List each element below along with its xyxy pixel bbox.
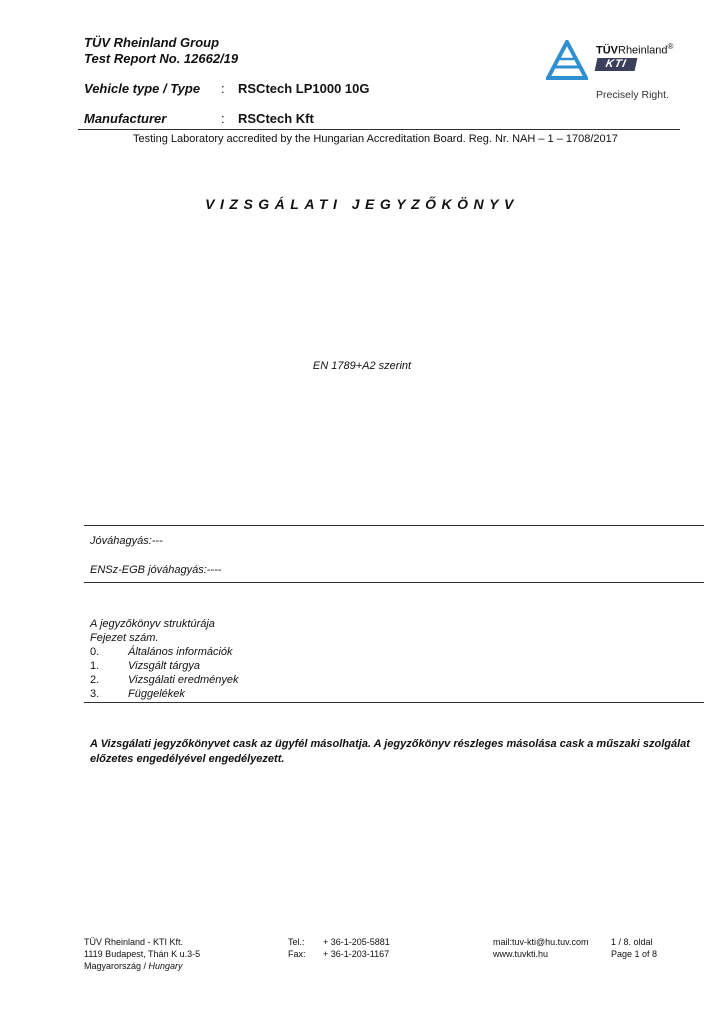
manufacturer-label: Manufacturer xyxy=(84,111,167,126)
report-number: Test Report No. 12662/19 xyxy=(84,51,239,66)
vehicle-type-label: Vehicle type / Type xyxy=(84,81,201,96)
logo-brand-bold: TÜV xyxy=(596,44,618,57)
footer-fax-value: + 36-1-203-1167 xyxy=(323,949,390,959)
footer-country-en: Hungary xyxy=(148,961,183,971)
structure-item-number: 0. xyxy=(90,646,100,658)
document-title: VIZSGÁLATI JEGYZŐKÖNYV xyxy=(205,196,519,212)
footer-tel-label: Tel.: xyxy=(288,937,305,947)
footer-page-en: Page 1 of 8 xyxy=(611,949,658,959)
footer-company: TÜV Rheinland - KTI Kft. xyxy=(84,937,184,947)
approval-rule-top xyxy=(84,525,704,526)
group-name: TÜV Rheinland Group xyxy=(84,35,220,50)
approval-rule-bottom xyxy=(84,582,704,583)
structure-item-number: 2. xyxy=(90,674,100,686)
copy-notice: A Vizsgálati jegyzőkönyvet cask az ügyfél másolhatja. A jegyzőkönyv részleges másolása cask a műszaki szolgálat előzetes engedélyével engedélyezett. xyxy=(90,738,690,765)
vehicle-type-separator: : xyxy=(221,81,225,96)
standard-reference: EN 1789+A2 szerint xyxy=(312,360,412,372)
structure-title: A jegyzőkönyv struktúrája xyxy=(90,618,215,630)
accreditation-note: Testing Laboratory accredited by the Hungarian Accreditation Board. Reg. Nr. NAH – 1 – 1708/2017 xyxy=(133,133,618,145)
structure-item-number: 1. xyxy=(90,660,100,672)
footer-country xyxy=(84,960,183,972)
structure-item-label: Vizsgált tárgya xyxy=(128,660,200,672)
footer-website: www.tuvkti.hu xyxy=(493,949,549,959)
structure-item-number: 3. xyxy=(90,688,100,700)
logo-registered: ® xyxy=(667,42,674,51)
logo-brand xyxy=(596,42,673,57)
footer-country-hu: Magyarország / xyxy=(84,961,149,971)
logo-brand-rest: Rheinland xyxy=(618,44,668,57)
manufacturer-separator: : xyxy=(221,111,225,126)
logo-kti: KTI xyxy=(595,58,638,71)
footer-page-hu: 1 / 8. oldal xyxy=(611,937,653,947)
footer-tel-value: + 36-1-205-5881 xyxy=(323,937,390,947)
tuv-triangle-icon xyxy=(546,40,588,80)
structure-heading: Fejezet szám. xyxy=(90,632,159,644)
structure-rule xyxy=(84,702,704,703)
approval-line: Jóváhagyás:--- xyxy=(90,535,163,547)
tuv-rheinland-logo xyxy=(546,40,681,104)
structure-item-label: Általános információk xyxy=(128,646,233,658)
structure-item-label: Függelékek xyxy=(128,688,185,700)
vehicle-type-value: RSCtech LP1000 10G xyxy=(238,81,370,96)
footer-email: mail:tuv-kti@hu.tuv.com xyxy=(493,937,589,947)
logo-tagline: Precisely Right. xyxy=(596,89,669,101)
manufacturer-value: RSCtech Kft xyxy=(238,111,314,126)
unece-approval-line: ENSz-EGB jóváhagyás:---- xyxy=(90,564,222,576)
header-rule xyxy=(78,129,680,130)
structure-item-label: Vizsgálati eredmények xyxy=(128,674,239,686)
footer-address: 1119 Budapest, Thán K u.3-5 xyxy=(84,949,201,959)
footer-fax-label: Fax: xyxy=(288,949,306,959)
